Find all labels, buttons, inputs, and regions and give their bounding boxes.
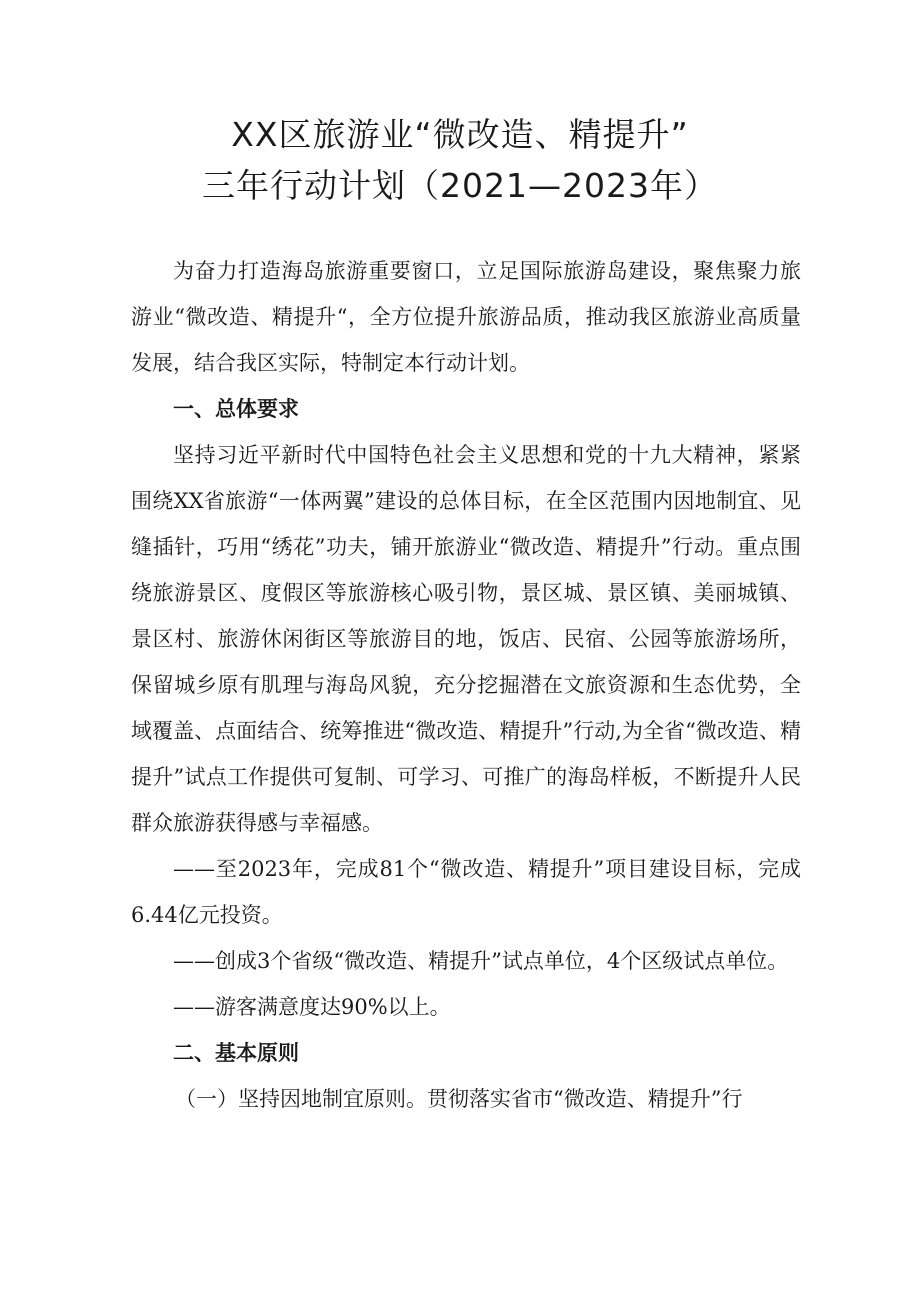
goal-item: ——游客满意度达90%以上。 [173, 995, 451, 1019]
general-requirements-paragraph: 坚持习近平新时代中国特色社会主义思想和党的十九大精神，紧紧围绕XX省旅游“一体两翼”建设的总体目标，在全区范围内因地制宜、见缝插针，巧用“绣花”功夫，铺开旅游业“微改造、精提升”行动。重点围绕旅游景区、度假区等旅游核心吸引物，景区城、景区镇、美丽城镇、景区村、旅游休闲街区等旅游目的地，饭店、民宿、公园等旅游场所，保留城乡原有肌理与海岛风貌，充分挖掘潜在文旅资源和生态优势，全域覆盖、点面结合、统筹推进“微改造、精提升”行动,为全省“微改造、精提升”试点工作提供可复制、可学习、可推广的海岛样板，不断提升人民群众旅游获得感与幸福感。 [131, 443, 801, 835]
intro-paragraph: 为奋力打造海岛旅游重要窗口，立足国际旅游岛建设，聚焦聚力旅游业“微改造、精提升“，全方位提升旅游品质，推动我区旅游业高质量发展，结合我区实际，特制定本行动计划。 [131, 259, 801, 375]
document-title-line-1: XX区旅游业“微改造、精提升” [231, 115, 689, 154]
section-heading-basic-principles: 二、基本原则 [173, 1041, 299, 1065]
document-body [131, 248, 801, 1122]
section-heading-general-requirements: 一、总体要求 [173, 397, 299, 421]
principle-paragraph: （一）坚持因地制宜原则。贯彻落实省市“微改造、精提升”行 [175, 1087, 743, 1111]
document-title-line-2: 三年行动计划（2021—2023年） [202, 166, 718, 205]
goal-item: ——创成3个省级“微改造、精提升”试点单位，4个区级试点单位。 [173, 949, 789, 973]
goal-item: ——至2023年，完成81个“微改造、精提升”项目建设目标，完成6.44亿元投资。 [131, 857, 801, 927]
